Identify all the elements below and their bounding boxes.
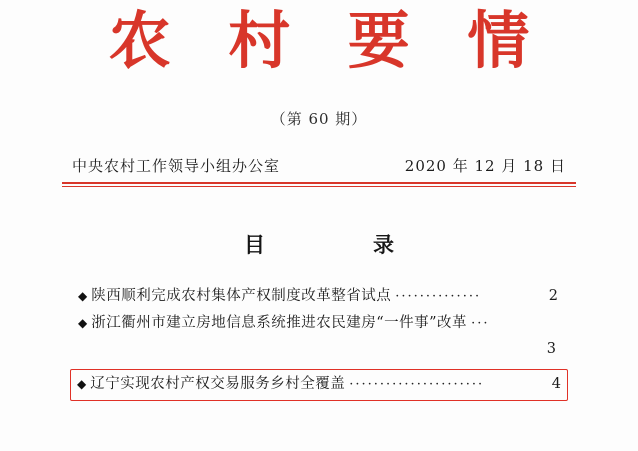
divider-thick bbox=[62, 182, 576, 184]
leader-dots: ······················ bbox=[349, 377, 485, 393]
toc-entry-title: 陕西顺利完成农村集体产权制度改革整省试点 bbox=[91, 288, 392, 304]
toc-page-number: 2 bbox=[548, 288, 558, 304]
issuing-office: 中央农村工作领导小组办公室 bbox=[72, 157, 281, 175]
leader-dots: ·············· bbox=[395, 289, 482, 304]
table-of-contents bbox=[78, 283, 560, 401]
masthead bbox=[0, 0, 638, 129]
diamond-bullet-icon: ◆ bbox=[78, 316, 88, 331]
toc-entry-title: 辽宁实现农村产权交易服务乡村全覆盖 bbox=[90, 376, 346, 393]
toc-entry-title: 浙江衢州市建立房地信息系统推进农民建房“一件事”改革 bbox=[91, 315, 468, 332]
diamond-bullet-icon: ◆ bbox=[78, 289, 88, 303]
meta-row bbox=[72, 155, 566, 176]
toc-entry-1[interactable] bbox=[78, 283, 560, 310]
leader-dots: ··· bbox=[471, 316, 490, 332]
header-divider bbox=[62, 182, 576, 187]
issue-number: （第 60 期） bbox=[270, 110, 368, 128]
publication-title: 农 村 要 情 bbox=[108, 4, 548, 77]
catalog-heading: 目 录 bbox=[244, 232, 416, 257]
diamond-bullet-icon: ◆ bbox=[77, 377, 87, 392]
divider-thin bbox=[62, 186, 576, 187]
toc-entry-2[interactable] bbox=[78, 310, 560, 363]
issue-date: 2020 年 12 月 18 日 bbox=[404, 157, 566, 175]
toc-page-number: 4 bbox=[551, 376, 561, 393]
toc-page-number-wrapped: 3 bbox=[546, 340, 556, 357]
toc-entry-3[interactable] bbox=[70, 369, 568, 400]
